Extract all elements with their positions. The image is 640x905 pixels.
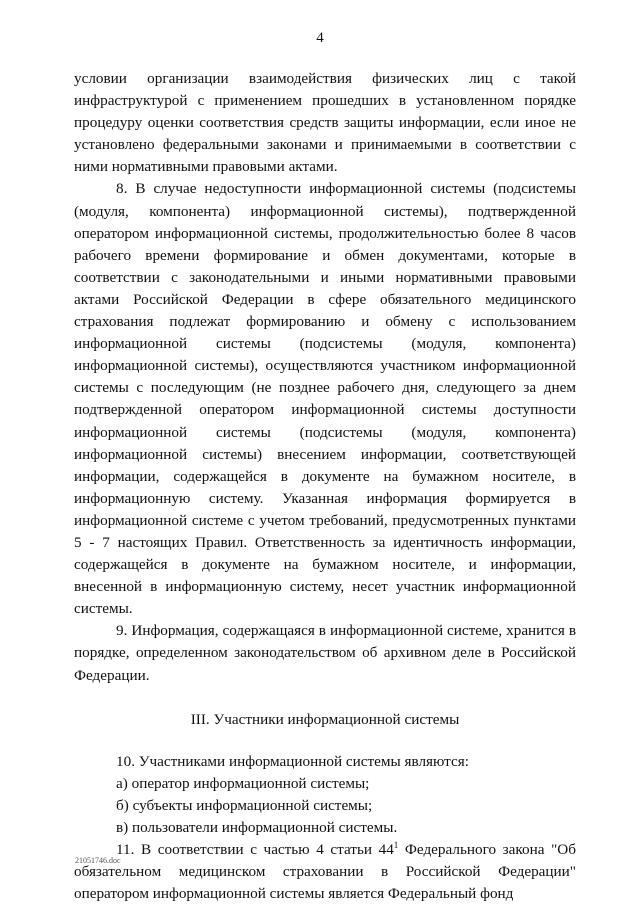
list-item: в) пользователи информационной системы. <box>116 819 398 836</box>
page-number: 4 <box>316 30 324 46</box>
paragraph-11-start: 11. В соответствии с частью 4 статьи 44 <box>116 841 394 859</box>
paragraph-11 <box>74 839 576 905</box>
document-body <box>74 68 576 905</box>
list-item: б) субъекты информационной системы; <box>116 796 373 814</box>
paragraph-10: 10. Участниками информационной системы являются: <box>116 752 469 770</box>
paragraph-9: 9. Информация, содержащаяся в информационной системе, хранится в порядке, определенном законодательством об архивном деле в Российской Федерации. <box>74 622 576 684</box>
footer-filename: 21051746.doc <box>75 856 121 865</box>
article-superscript: 1 <box>393 840 399 851</box>
list-item: а) оператор информационной системы; <box>116 774 370 792</box>
paragraph-8: 8. В случае недоступности информационной системы (подсистемы (модуля, компонента) информационной системы), подтвержденной оператором информационной системы, продолжительностью более 8 часов рабочего времени формирование и обмен документами, которые в соответствии с законодательными и иными нормативными правовыми актами Российской Федерации в сфере обязательного медицинского страхования подлежат формированию и обмену с использованием информационной системы (подсистемы (модуля, компонента) информационной системы), осуществляются участником информационной системы с последующим (не позднее рабочего дня, следующего за днем подтвержденной оператором информационной системы доступности информационной системы (подсистемы (модуля, компонента) информационной системы) внесением информации, соответствующей информации, содержащейся в документе на бумажном носителе, в информационную систему. Указанная информация формируется в информационной системе с учетом требований, предусмотренных пунктами 5 - 7 настоящих Правил. Ответственность за идентичность информации, содержащейся в документе на бумажном носителе, и информации, внесенной в информационную систему, несет участник информационной системы. <box>74 180 576 618</box>
section-title: III. Участники информационной системы <box>190 710 460 728</box>
paragraph-continuation: условии организации взаимодействия физических лиц с такой инфраструктурой с применением прошедших в установленном порядке процедуру оценки соответствия средств защиты информации, если иное не установлено федеральными законами и принимаемыми в соответствии с ними нормативными правовыми актами. <box>74 70 576 176</box>
paragraph-11-end: Федерального закона "Об обязательном медицинском страховании в Российской Федерации" оператором информационной системы является Федеральный фонд <box>74 841 576 903</box>
